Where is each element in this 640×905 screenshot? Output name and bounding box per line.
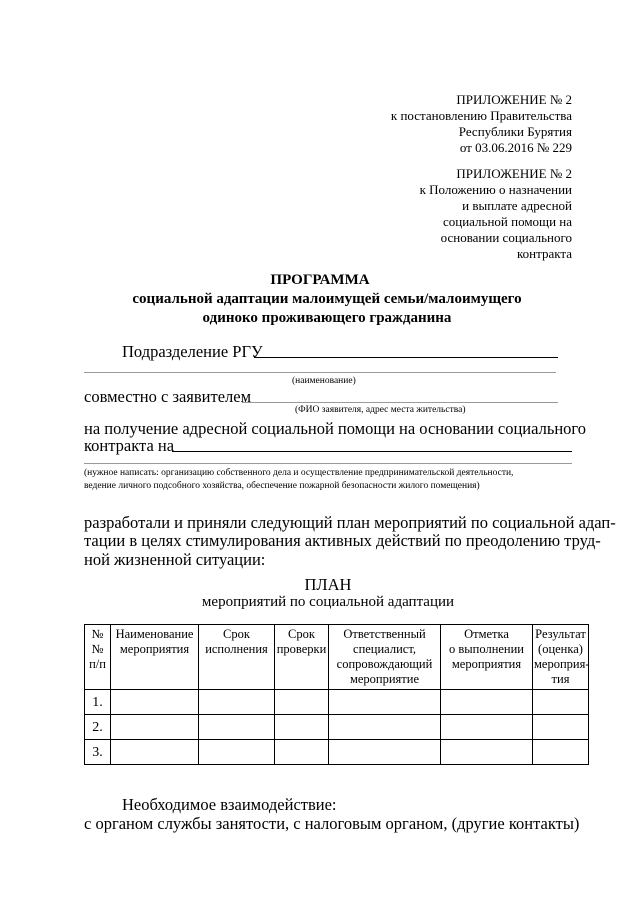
applicant-input-line[interactable] [242,402,558,403]
header-cell: Срок исполнения [199,625,275,690]
appendix-1-line: Республики Бурятия [458,124,572,139]
table-cell[interactable] [329,740,441,765]
applicant-label: совместно с заявителем [84,387,252,406]
division-input-line-2[interactable] [84,372,556,373]
table-cell[interactable] [199,690,275,715]
appendix-1-line: к постановлению Правительства [390,108,572,123]
table-row [85,740,589,765]
table-cell[interactable] [111,715,199,740]
appendix-2-line: контракта [517,246,572,261]
header-cell: Ответственный специалист, сопровождающий мероприятие [329,625,441,690]
table-cell[interactable] [533,740,589,765]
table-cell[interactable] [441,715,533,740]
table-row [85,715,589,740]
table-cell[interactable] [111,690,199,715]
appendix-2-line: и выплате адресной [462,198,572,213]
appendix-2-line: основании социального [440,230,572,245]
table-cell[interactable] [275,715,329,740]
table-cell[interactable] [441,740,533,765]
plan-table [84,624,589,765]
paragraph-text: ной жизненной ситуации: [84,550,266,569]
header-cell: Срок проверки [275,625,329,690]
division-label: Подразделение РГУ [122,342,263,361]
paragraph-text: разработали и приняли следующий план мероприятий по социальной адап- [84,513,616,532]
header-cell: №№ п/п [85,625,111,690]
purpose-text: контракта на [84,436,175,455]
document-subtitle: социальной адаптации малоимущей семьи/малоимущего [132,291,522,307]
row-number: 2. [85,715,111,740]
header-cell: Результат (оценка) мероприя- тия [533,625,589,690]
document-subtitle: одиноко проживающего гражданина [202,310,452,326]
paragraph-text: тации в целях стимулирования активных действий по преодолению труд- [84,531,601,550]
appendix-2-line: социальной помощи на [442,214,572,229]
table-cell[interactable] [533,690,589,715]
purpose-hint: (нужное написать: организацию собственного дела и осуществление предпринимательской деятельности, [84,468,514,478]
appendix-2-line: к Положению о назначении [419,182,572,197]
plan-subtitle: мероприятий по социальной адаптации [201,594,455,610]
table-cell[interactable] [199,740,275,765]
purpose-input-line[interactable] [172,451,572,452]
table-cell[interactable] [441,690,533,715]
document-title: ПРОГРАММА [270,272,370,288]
row-number: 1. [85,690,111,715]
table-cell[interactable] [111,740,199,765]
plan-title: ПЛАН [304,575,352,594]
table-cell[interactable] [275,690,329,715]
table-cell[interactable] [329,690,441,715]
table-cell[interactable] [533,715,589,740]
purpose-input-line-2[interactable] [84,463,572,464]
division-hint: (наименование) [292,376,356,386]
table-cell[interactable] [329,715,441,740]
purpose-hint: ведение личного подсобного хозяйства, обеспечение пожарной безопасности жилого помещения) [84,481,480,491]
contacts-text: с органом службы занятости, с налоговым органом, (другие контакты) [84,814,580,833]
appendix-2-title: ПРИЛОЖЕНИЕ № 2 [456,166,572,181]
purpose-text: на получение адресной социальной помощи на основании социального [84,419,587,438]
row-number: 3. [85,740,111,765]
appendix-1-title: ПРИЛОЖЕНИЕ № 2 [456,92,572,107]
table-cell[interactable] [275,740,329,765]
applicant-hint: (ФИО заявителя, адрес места жительства) [295,405,466,415]
interaction-label: Необходимое взаимодействие: [122,795,337,814]
header-cell: Наименование мероприятия [111,625,199,690]
table-cell[interactable] [199,715,275,740]
table-header-row [85,625,589,690]
appendix-1-line: от 03.06.2016 № 229 [459,140,572,155]
header-cell: Отметка о выполнении мероприятия [441,625,533,690]
table-row [85,690,589,715]
division-input-line[interactable] [254,357,558,358]
